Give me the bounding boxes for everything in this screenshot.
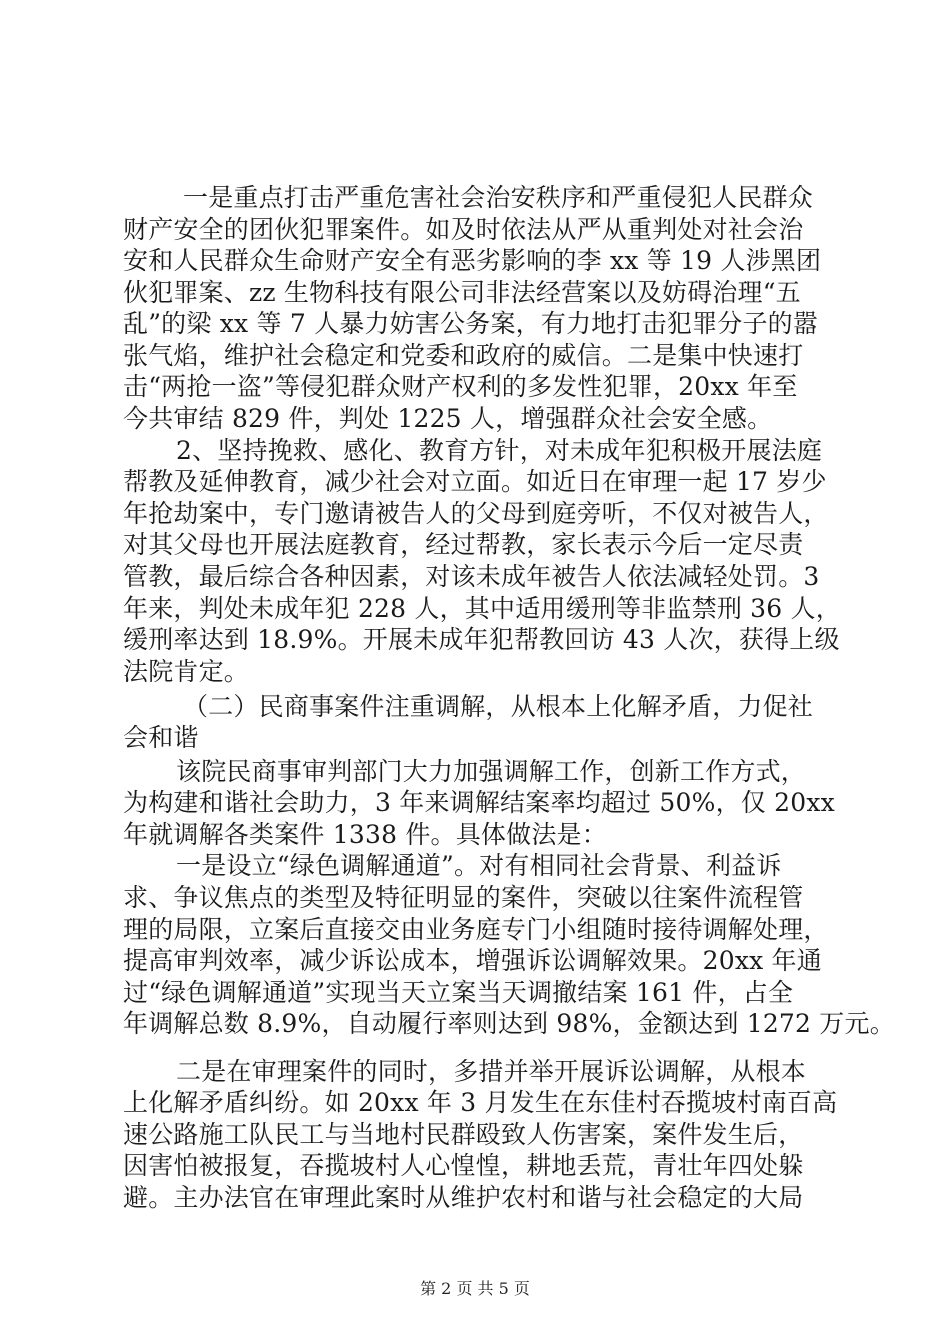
body-line: 因害怕被报复，吞揽坡村人心惶惶，耕地丢荒，青壮年四处躲 [123, 1151, 804, 1180]
body-line: 张气焰，维护社会稳定和党委和政府的威信。二是集中快速打 [123, 341, 804, 370]
body-line: 速公路施工队民工与当地村民群殴致人伤害案，案件发生后， [123, 1120, 804, 1149]
body-line: 缓刑率达到 18.9%。开展未成年犯帮教回访 43 人次，获得上级 [123, 625, 840, 654]
page-number-footer: 第 2 页 共 5 页 [420, 1279, 530, 1298]
body-line: 安和人民群众生命财产安全有恶劣影响的李 xx 等 19 人涉黑团 [123, 246, 822, 275]
body-line: 一是重点打击严重危害社会治安秩序和严重侵犯人民群众 [183, 183, 814, 212]
body-line: 对其父母也开展法庭教育，经过帮教，家长表示今后一定尽责 [123, 530, 804, 559]
body-line: 上化解矛盾纠纷。如 20xx 年 3 月发生在东佳村吞揽坡村南百高 [123, 1088, 838, 1117]
body-line: 法院肯定。 [123, 657, 250, 686]
body-line: 伙犯罪案、zz 生物科技有限公司非法经营案以及妨碍治理“五 [123, 278, 801, 307]
body-line: 避。主办法官在审理此案时从维护农村和谐与社会稳定的大局 [123, 1183, 804, 1212]
body-line: 管教，最后综合各种因素，对该未成年被告人依法减轻处罚。3 [123, 562, 820, 591]
body-line: 财产安全的团伙犯罪案件。如及时依法从严从重判处对社会治 [123, 215, 804, 244]
body-line: 二是在审理案件的同时，多措并举开展诉讼调解，从根本 [176, 1057, 807, 1086]
body-line: 年就调解各类案件 1338 件。具体做法是： [123, 820, 607, 849]
body-line: 提高审判效率，减少诉讼成本，增强诉讼调解效果。20xx 年通 [123, 946, 822, 975]
body-line: 年调解总数 8.9%，自动履行率则达到 98%，金额达到 1272 万元。 [123, 1009, 895, 1038]
body-line: 为构建和谐社会助力，3 年来调解结案率均超过 50%，仅 20xx [123, 788, 835, 817]
body-line: 乱”的梁 xx 等 7 人暴力妨害公务案，有力地打击犯罪分子的嚣 [123, 309, 819, 338]
section-heading: （二）民商事案件注重调解，从根本上化解矛盾，力促社 [183, 692, 814, 721]
body-line: 击“两抢一盗”等侵犯群众财产权利的多发性犯罪，20xx 年至 [123, 372, 798, 401]
body-line: 一是设立“绿色调解通道”。对有相同社会背景、利益诉 [176, 851, 782, 880]
body-line: 理的局限，立案后直接交由业务庭专门小组随时接待调解处理， [123, 915, 829, 944]
section-heading-continued: 会和谐 [123, 723, 199, 752]
body-line: 过“绿色调解通道”实现当天立案当天调撤结案 161 件，占全 [123, 978, 794, 1007]
body-line: 2、坚持挽救、感化、教育方针，对未成年犯积极开展法庭 [176, 436, 823, 465]
body-line: 年抢劫案中，专门邀请被告人的父母到庭旁听，不仅对被告人， [123, 499, 829, 528]
body-line: 今共审结 829 件，判处 1225 人，增强群众社会安全感。 [123, 404, 773, 433]
body-line: 帮教及延伸教育，减少社会对立面。如近日在审理一起 17 岁少 [123, 467, 827, 496]
body-line: 该院民商事审判部门大力加强调解工作，创新工作方式， [176, 757, 807, 786]
body-line: 求、争议焦点的类型及特征明显的案件，突破以往案件流程管 [123, 883, 804, 912]
body-line: 年来，判处未成年犯 228 人，其中适用缓刑等非监禁刑 36 人， [123, 594, 841, 623]
